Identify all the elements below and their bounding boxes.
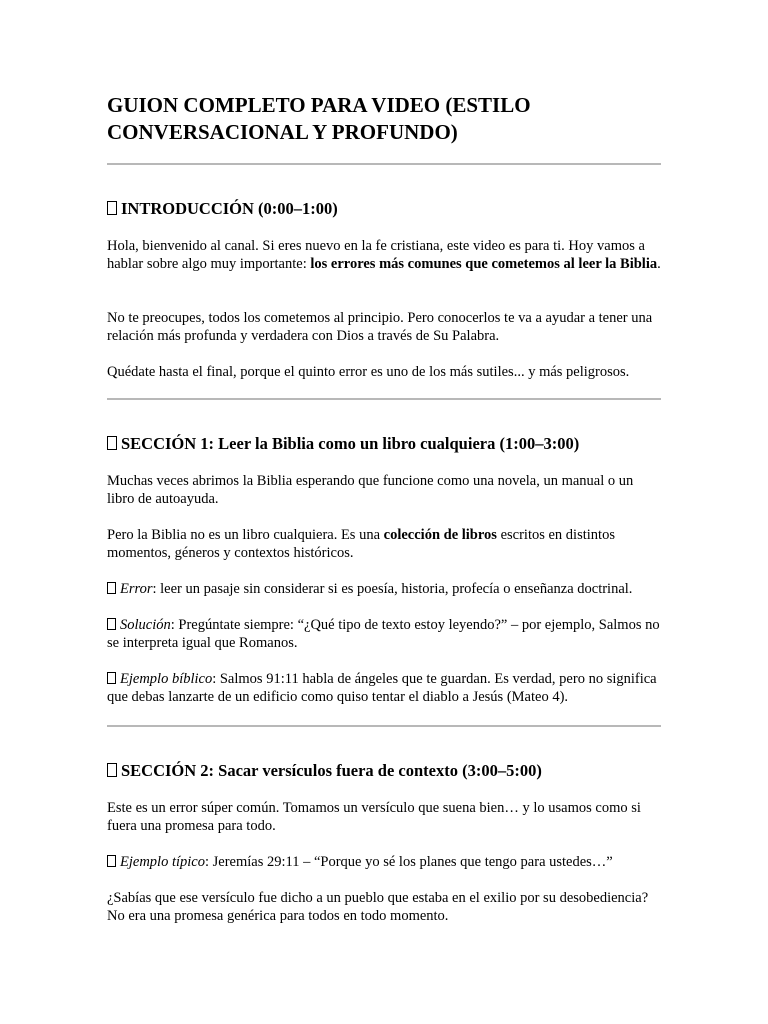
section2-heading xyxy=(107,761,662,781)
divider xyxy=(107,725,661,727)
section2-paragraph-1: Este es un error súper común. Tomamos un versículo que suena bien… y lo usamos como si fuera una promesa para todo. xyxy=(107,800,641,834)
section1-paragraph-1: Muchas veces abrimos la Biblia esperando que funcione como una novela, un manual o un libro de autoayuda. xyxy=(107,473,634,507)
intro-p1-bold: los errores más comunes que cometemos al leer la Biblia xyxy=(310,256,658,272)
intro-paragraph-1 xyxy=(107,237,662,273)
example-text: : Salmos 91:11 habla de ángeles que te guardan. Es verdad, pero no significa que debas lanzarte de un edificio como quiso tentar el diablo a Jesús (Mateo 4). xyxy=(107,671,657,705)
missing-glyph-icon xyxy=(107,763,117,777)
intro-p1-end: . xyxy=(657,256,661,272)
section2-heading-text: SECCIÓN 2: Sacar versículos fuera de contexto (3:00–5:00) xyxy=(121,761,542,780)
missing-glyph-icon xyxy=(107,582,116,594)
example-label: Ejemplo bíblico xyxy=(120,671,213,687)
missing-glyph-icon xyxy=(107,855,116,867)
intro-p1-text: Hola, bienvenido al canal. Si eres nuevo en la fe cristiana, este video es para ti. Hoy vamos a hablar sobre algo muy importante: xyxy=(107,238,645,272)
section1-p2-text: Pero la Biblia no es un libro cualquiera. Es una xyxy=(107,527,384,543)
section1-example xyxy=(107,670,662,706)
missing-glyph-icon xyxy=(107,201,117,215)
example-typical-label: Ejemplo típico xyxy=(120,854,205,870)
intro-heading xyxy=(107,199,662,219)
section1-paragraph-2 xyxy=(107,526,662,562)
section1-p2-bold: colección de libros xyxy=(383,527,497,543)
missing-glyph-icon xyxy=(107,618,116,630)
document-title: GUION COMPLETO PARA VIDEO (ESTILO CONVERSACIONAL Y PROFUNDO) xyxy=(107,93,531,144)
section1-error xyxy=(107,580,662,598)
missing-glyph-icon xyxy=(107,436,117,450)
section1-heading xyxy=(107,434,662,454)
solution-text: : Pregúntate siempre: “¿Qué tipo de texto estoy leyendo?” – por ejemplo, Salmos no se interpreta igual que Romanos. xyxy=(107,617,660,651)
missing-glyph-icon xyxy=(107,672,116,684)
divider xyxy=(107,163,661,165)
solution-label: Solución xyxy=(120,617,171,633)
intro-paragraph-3: Quédate hasta el final, porque el quinto error es uno de los más sutiles... y más peligrosos. xyxy=(107,364,630,380)
section2-example xyxy=(107,853,662,871)
intro-heading-text: INTRODUCCIÓN (0:00–1:00) xyxy=(121,199,338,218)
section1-heading-text: SECCIÓN 1: Leer la Biblia como un libro cualquiera (1:00–3:00) xyxy=(121,434,580,453)
example-typical-text: : Jeremías 29:11 – “Porque yo sé los planes que tengo para ustedes…” xyxy=(204,854,613,870)
error-label: Error xyxy=(120,581,153,597)
section1-solution xyxy=(107,616,662,652)
intro-paragraph-2: No te preocupes, todos los cometemos al principio. Pero conocerlos te va a ayudar a tener una relación más profunda y verdadera con Dios a través de Su Palabra. xyxy=(107,310,653,344)
divider xyxy=(107,398,661,400)
section1-p2-end: escritos en distintos momentos, géneros y contextos históricos. xyxy=(107,527,615,561)
error-text: : leer un pasaje sin considerar si es poesía, historia, profecía o enseñanza doctrinal. xyxy=(152,581,633,597)
section2-paragraph-2: ¿Sabías que ese versículo fue dicho a un pueblo que estaba en el exilio por su desobediencia? No era una promesa genérica para todos en todo momento. xyxy=(107,890,649,924)
